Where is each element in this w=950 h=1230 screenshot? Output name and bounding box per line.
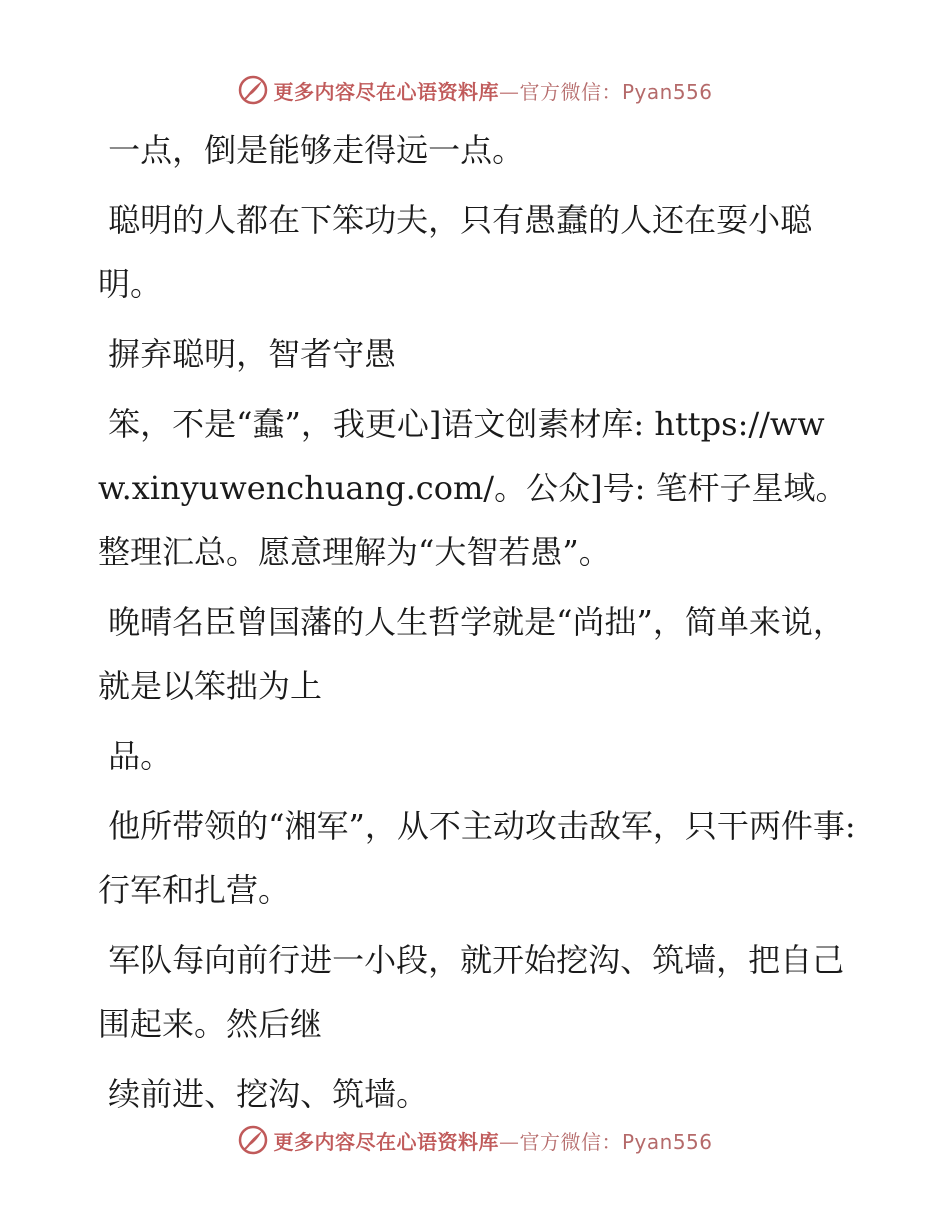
quill-emblem-icon (237, 1124, 269, 1156)
paragraph: 品。 (98, 737, 173, 775)
footer-watermark (0, 1120, 950, 1160)
watermark-wechat-id: Pyan556 (621, 1129, 713, 1154)
document-body (98, 118, 866, 1126)
paragraph: 晚晴名臣曾国藩的人生哲学就是“尚拙”，简单来说，就是以笨拙为上 (98, 603, 845, 705)
watermark-wechat-label: 官方微信： (519, 1129, 622, 1154)
quill-emblem-icon (237, 74, 269, 106)
watermark-site-text: 更多内容尽在心语资料库 (273, 79, 499, 104)
paragraph: 笨，不是“蠢”，我更心]语文创素材库: https://www.xinyuwenchuang.com/。公众]号: 笔杆子星域。整理汇总。愿意理解为“大智若愚”。 (98, 405, 848, 571)
watermark-site-text: 更多内容尽在心语资料库 (273, 1129, 499, 1154)
watermark-dash: — (498, 79, 520, 104)
paragraph: 他所带领的“湘军”，从不主动攻击敌军，只干两件事: 行军和扎营。 (98, 807, 866, 909)
header-watermark (0, 70, 950, 110)
paragraph: 聪明的人都在下笨功夫，只有愚蠢的人还在耍小聪明。 (98, 201, 813, 303)
paragraph: 一点，倒是能够走得远一点。 (98, 131, 525, 169)
watermark-wechat-id: Pyan556 (621, 79, 713, 104)
watermark-wechat-label: 官方微信： (519, 79, 622, 104)
paragraph: 军队每向前行进一小段，就开始挖沟、筑墙，把自己围起来。然后继 (98, 941, 845, 1043)
watermark-text (273, 1126, 712, 1155)
paragraph: 摒弃聪明，智者守愚 (98, 335, 397, 373)
paragraph: 续前进、挖沟、筑墙。 (98, 1075, 429, 1113)
watermark-dash: — (498, 1129, 520, 1154)
watermark-text (273, 76, 712, 105)
